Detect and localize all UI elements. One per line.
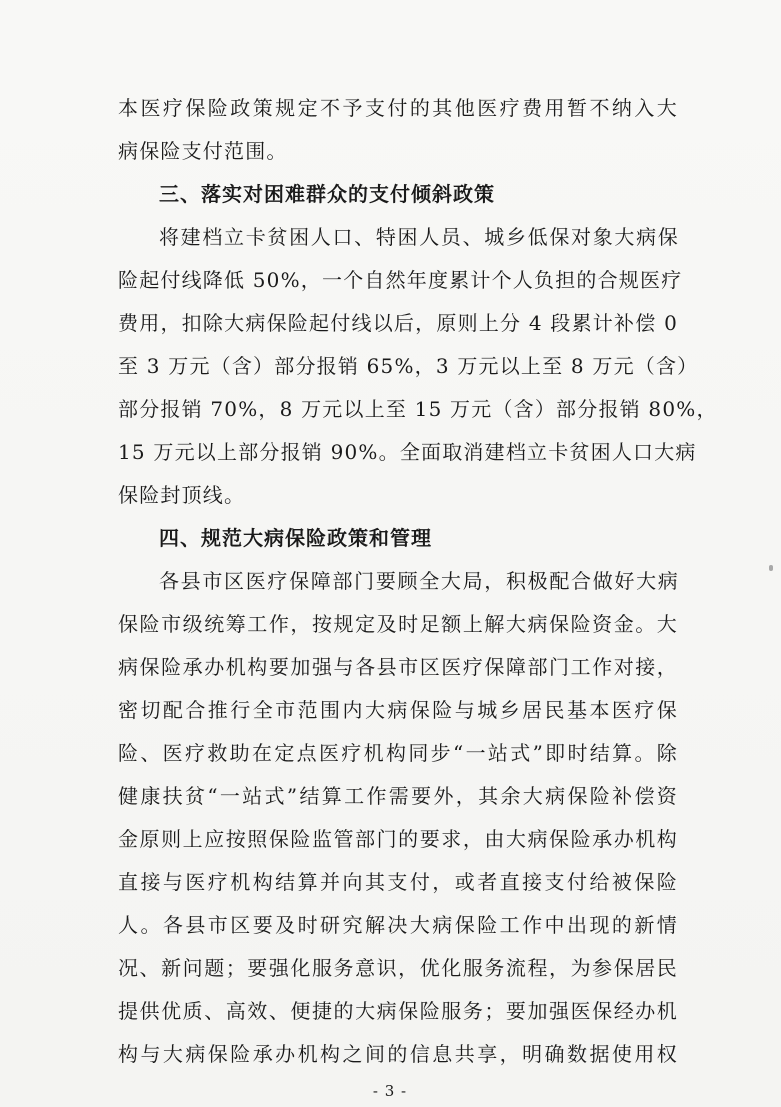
- body-line: 构与大病保险承办机构之间的信息共享，明确数据使用权: [118, 1042, 678, 1066]
- body-line: 保险市级统筹工作，按规定及时足额上解大病保险资金。大: [118, 612, 678, 636]
- body-line: 金原则上应按照保险监管部门的要求，由大病保险承办机构: [118, 827, 678, 851]
- body-line: 险起付线降低 50%，一个自然年度累计个人负担的合规医疗: [118, 268, 683, 292]
- body-line: 密切配合推行全市范围内大病保险与城乡居民基本医疗保: [118, 698, 678, 722]
- body-line: 直接与医疗机构结算并向其支付，或者直接支付给被保险: [118, 870, 678, 894]
- body-line: 费用，扣除大病保险起付线以后，原则上分 4 段累计补偿 0: [118, 311, 678, 335]
- body-line: 病保险支付范围。: [118, 139, 288, 163]
- body-line: 病保险承办机构要加强与各县市区医疗保障部门工作对接，: [118, 655, 678, 679]
- body-line: 健康扶贫“一站式”结算工作需要外，其余大病保险补偿资: [118, 784, 678, 808]
- body-line: 保险封顶线。: [118, 483, 246, 507]
- body-line: 部分报销 70%，8 万元以上至 15 万元（含）部分报销 80%，: [118, 397, 718, 421]
- body-line: 本医疗保险政策规定不予支付的其他医疗费用暂不纳入大: [118, 96, 678, 120]
- body-line: 将建档立卡贫困人口、特困人员、城乡低保对象大病保: [159, 225, 679, 249]
- body-line: 险、医疗救助在定点医疗机构同步“一站式”即时结算。除: [118, 741, 678, 765]
- scan-mark: [769, 565, 773, 571]
- section-heading: 四、规范大病保险政策和管理: [159, 526, 432, 550]
- page-number: - 3 -: [372, 1082, 408, 1100]
- body-line: 各县市区医疗保障部门要顾全大局，积极配合做好大病: [159, 569, 679, 593]
- body-line: 况、新问题；要强化服务意识，优化服务流程，为参保居民: [118, 956, 678, 980]
- body-line: 15 万元以上部分报销 90%。全面取消建档立卡贫困人口大病: [118, 440, 697, 464]
- body-line: 提供优质、高效、便捷的大病保险服务；要加强医保经办机: [118, 999, 678, 1023]
- body-line: 至 3 万元（含）部分报销 65%，3 万元以上至 8 万元（含）: [118, 354, 699, 378]
- body-line: 人。各县市区要及时研究解决大病保险工作中出现的新情: [118, 913, 678, 937]
- section-heading: 三、落实对困难群众的支付倾斜政策: [159, 182, 495, 206]
